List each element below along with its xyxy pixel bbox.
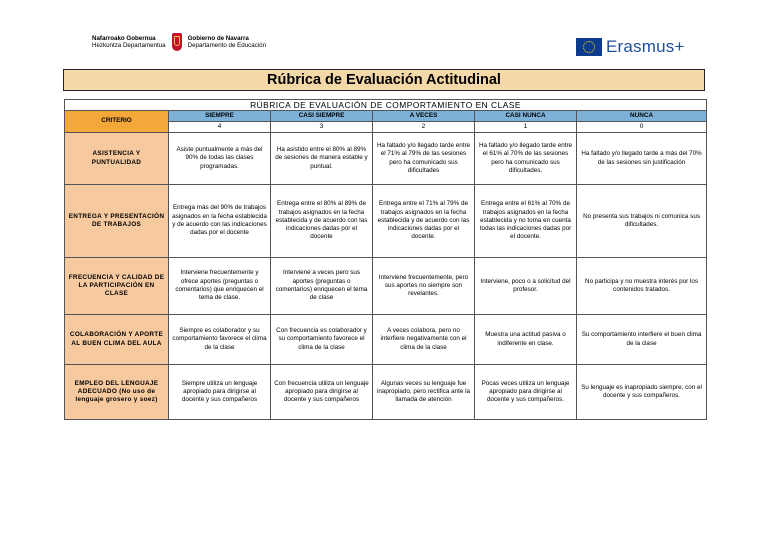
rubric-cell: Muestra una actitud pasiva o indiferente en clase. xyxy=(475,315,577,365)
rubric-cell: Siempre utiliza un lenguaje apropiado para dirigirse al docente y sus compañeros xyxy=(169,365,271,420)
rubric-cell: Su lenguaje es inapropiado siempre, con el docente y sus compañeros. xyxy=(577,365,707,420)
criterio-cell: EMPLEO DEL LENGUAJE ADECUADO (No uso de lenguaje grosero y soez) xyxy=(65,365,169,420)
eu-flag-icon xyxy=(576,38,602,56)
rubric-cell: Algunas veces su lenguaje fue inapropiado, pero rectifica ante la llamada de atención xyxy=(373,365,475,420)
score-cell: 3 xyxy=(271,122,373,133)
rubric-cell: Interviene, poco o a solicitud del profesor. xyxy=(475,258,577,315)
table-row xyxy=(65,185,707,258)
table-row xyxy=(65,258,707,315)
score-cell: 4 xyxy=(169,122,271,133)
rubric-cell: Interviene frecuentemente, pero sus aportes no siempre son revelantes. xyxy=(373,258,475,315)
rubric-cell: Ha faltado y/o llegado tarde entre el 61% al 70% de las sesiones pero ha comunicado sus dificultades. xyxy=(475,133,577,185)
level-header: A VECES xyxy=(373,111,475,122)
table-caption: RÚBRICA DE EVALUACIÓN DE COMPORTAMIENTO EN CLASE xyxy=(65,100,707,111)
criterio-cell: FRECUENCIA Y CALIDAD DE LA PARTICIPACIÓN EN CLASE xyxy=(65,258,169,315)
rubric-cell: Entrega más del 90% de trabajos asignados en la fecha establecida y de acuerdo con las indicaciones dadas por el docente xyxy=(169,185,271,258)
erasmus-text: Erasmus+ xyxy=(606,37,685,56)
criterio-cell: COLABORACIÓN Y APORTE AL BUEN CLIMA DEL AULA xyxy=(65,315,169,365)
erasmus-logo xyxy=(576,37,685,57)
rubric-cell: Ha faltado y/o llegado tarde entre el 71% al 79% de las sesiones pero ha comunicado sus dificultades xyxy=(373,133,475,185)
logo-left-text-spanish: Gobierno de Navarra Departamento de Educación xyxy=(187,34,267,49)
table-row xyxy=(65,315,707,365)
logo-left-text-basque: Nafarroako Gobernua Hezkuntza Departamentua xyxy=(92,34,166,49)
rubric-cell: Ha faltado y/o llegado tarde a más del 70% de las sesiones sin justificación xyxy=(577,133,707,185)
rubric-cell: Entrega entre el 71% al 79% de trabajos asignados en la fecha establecida y de acuerdo con las indicaciones dadas por el docente. xyxy=(373,185,475,258)
rubric-cell: A veces colabora, pero no interfiere negativamente con el clima de la clase xyxy=(373,315,475,365)
rubric-table xyxy=(64,99,707,420)
page-title: Rúbrica de Evaluación Actitudinal xyxy=(63,69,705,91)
score-cell: 2 xyxy=(373,122,475,133)
rubric-cell: Entrega entre el 80% al 89% de trabajos asignados en la fecha establecida y de acuerdo con las indicaciones dadas por el docente xyxy=(271,185,373,258)
score-cell: 0 xyxy=(577,122,707,133)
header-row xyxy=(65,111,707,122)
rubric-cell: Siempre es colaborador y su comportamiento favorece el clima de la clase xyxy=(169,315,271,365)
level-header: NUNCA xyxy=(577,111,707,122)
level-header: CASI SIEMPRE xyxy=(271,111,373,122)
page-header xyxy=(0,0,768,62)
criterio-header: CRITERIO xyxy=(65,111,169,133)
rubric-cell: No participa y no muestra interés por los contenidos tratados. xyxy=(577,258,707,315)
rubric-cell: Con frecuencia es colaborador y su comportamiento favorece el clima de la clase xyxy=(271,315,373,365)
level-header: SIEMPRE xyxy=(169,111,271,122)
score-cell: 1 xyxy=(475,122,577,133)
rubric-cell: No presenta sus trabajos ni comunica sus dificultades. xyxy=(577,185,707,258)
rubric-cell: Interviene frecuentemente y ofrece aportes (preguntas o comentarios) que enriquecen el tema de clase. xyxy=(169,258,271,315)
rubric-cell: Interviene a veces pero sus aportes (preguntas o comentarios) enriquecen el tema de clase xyxy=(271,258,373,315)
rubric-cell: Ha asistido entre el 80% al 89% de sesiones de manera estable y puntual. xyxy=(271,133,373,185)
table-row xyxy=(65,365,707,420)
table-row xyxy=(65,133,707,185)
rubric-cell: Entrega entre el 61% al 70% de trabajos asignados en la fecha establecida y no toma en cuenta todas las indicaciones dadas por el docente. xyxy=(475,185,577,258)
rubric-cell: Su comportamiento interfiere el buen clima de la clase xyxy=(577,315,707,365)
rubric-cell: Pocas veces utiliza un lenguaje apropiado para dirigirse al docente y sus compañeros. xyxy=(475,365,577,420)
rubric-cell: Asiste puntualmente a más del 90% de todas las clases programadas. xyxy=(169,133,271,185)
rubric-cell: Con frecuencia utiliza un lenguaje apropiado para dirigirse al docente y sus compañeros xyxy=(271,365,373,420)
criterio-cell: ENTREGA Y PRESENTACIÓN DE TRABAJOS xyxy=(65,185,169,258)
navarra-shield-icon xyxy=(172,33,182,51)
gobierno-navarra-logo xyxy=(92,33,266,51)
level-header: CASI NUNCA xyxy=(475,111,577,122)
criterio-cell: ASISTENCIA Y PUNTUALIDAD xyxy=(65,133,169,185)
table-caption-row xyxy=(65,100,707,111)
